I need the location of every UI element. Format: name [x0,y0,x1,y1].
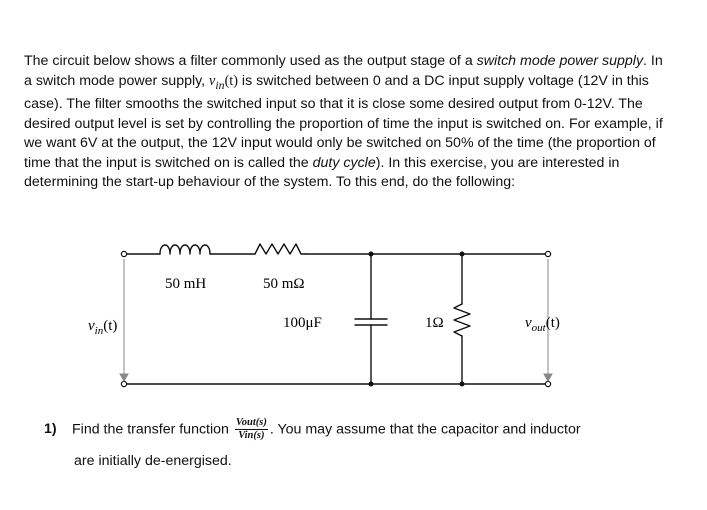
intro-text-4: ). In this exercise, you are interested in determining the start-up behaviour of the system. To this end, do the following: [24,154,620,191]
capacitor-label: 100μF [283,315,322,331]
junction-dot-top-cap [369,252,374,257]
question-text-line2: are initially de-energised. [74,453,232,469]
load-resistor-label: 1Ω [425,315,444,331]
question-text-before: Find the transfer function [72,421,233,438]
question-number: 1) [44,421,57,438]
vout-arrow-head [544,374,552,381]
vin-arrow-head [120,374,128,381]
intro-emphasis-duty-cycle: duty cycle [312,154,376,171]
problem-paragraph [24,52,674,193]
intro-emphasis-smps: switch mode power supply [476,53,644,69]
vin-terminal-top [121,251,126,256]
load-resistor-symbol [454,304,470,336]
junction-dot-bottom-res [460,382,465,387]
vout-label: $v_{out}(t)$ [525,315,560,334]
inductor-label: 50 mH [165,276,207,292]
intro-text-1: The circuit below shows a filter commonly used as the output stage of a [24,53,477,69]
question-1 [44,417,684,469]
series-resistor-label: 50 mΩ [263,276,305,292]
vout-terminal-top [545,251,550,256]
intro-text-2: . In a switch mode power supply, [24,53,663,89]
vout-terminal-bottom [545,381,550,386]
fraction-numerator: Vout(s) [235,417,267,428]
transfer-function-fraction [235,417,268,442]
junction-dot-top-res [460,252,465,257]
filter-circuit-diagram [0,228,707,403]
intro-text-3: is switched between 0 and a DC input supply voltage (12V in this case). The filter smooths the switched input so that it is close some desired output from 0-12V. The desired output level is set by controlling the proportion of time the input is switched on. For example, if we want 6V at the output, the 12V input would only be switched on 50% of the time (the proportion of time that the input is switched on is called the [24,72,663,171]
vin-terminal-bottom [121,381,126,386]
junction-dot-bottom-cap [369,382,374,387]
inductor-symbol [160,245,210,254]
series-resistor-symbol [255,244,306,254]
vin-label: $v_{in}(t)$ [88,318,118,337]
question-text-after: . You may assume that the capacitor and inductor [269,421,581,438]
vin-inline-math: $v_{in}(t)$ [209,72,238,92]
fraction-denominator: Vin(s) [238,430,265,441]
